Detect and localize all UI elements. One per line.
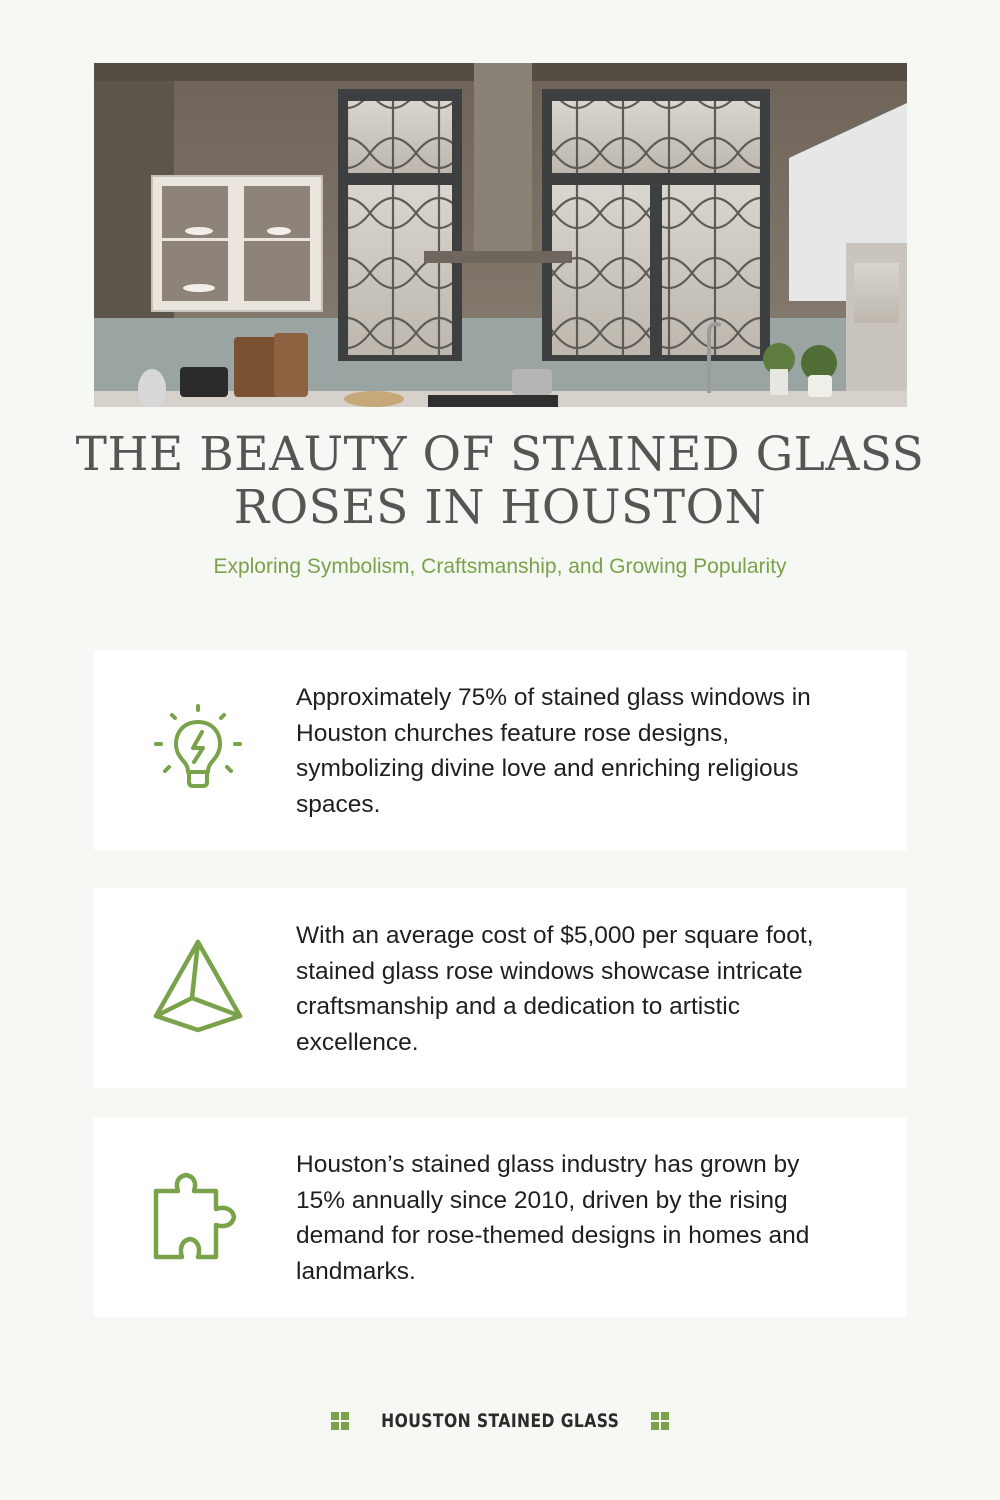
fact-text: Approximately 75% of stained glass windows in Houston churches feature rose designs, symbolizing divine love and enriching religious spaces. (296, 684, 811, 818)
fact-text: Houston’s stained glass industry has grown by 15% annually since 2010, driven by the rising demand for rose-themed designs in homes and landmarks. (296, 1151, 810, 1285)
pyramid-icon (150, 938, 246, 1034)
page-title: THE BEAUTY OF STAINED GLASS ROSES IN HOUSTON (75, 427, 925, 535)
fact-card-growth (94, 1117, 907, 1317)
puzzle-piece-icon (150, 1167, 246, 1263)
fact-card-cost (94, 888, 907, 1088)
fact-card-churches (94, 650, 907, 850)
hero-image (94, 63, 907, 407)
page-subtitle: Exploring Symbolism, Craftsmanship, and Growing Popularity (213, 555, 787, 578)
logo-squares-icon (651, 1412, 669, 1430)
brand-logo (0, 1406, 1000, 1436)
logo-squares-icon (331, 1412, 349, 1430)
logo-text: HOUSTON STAINED GLASS (380, 1410, 620, 1432)
fact-text: With an average cost of $5,000 per square foot, stained glass rose windows showcase intricate craftsmanship and a dedication to artistic excellence. (296, 922, 814, 1056)
lightbulb-icon (150, 700, 246, 796)
